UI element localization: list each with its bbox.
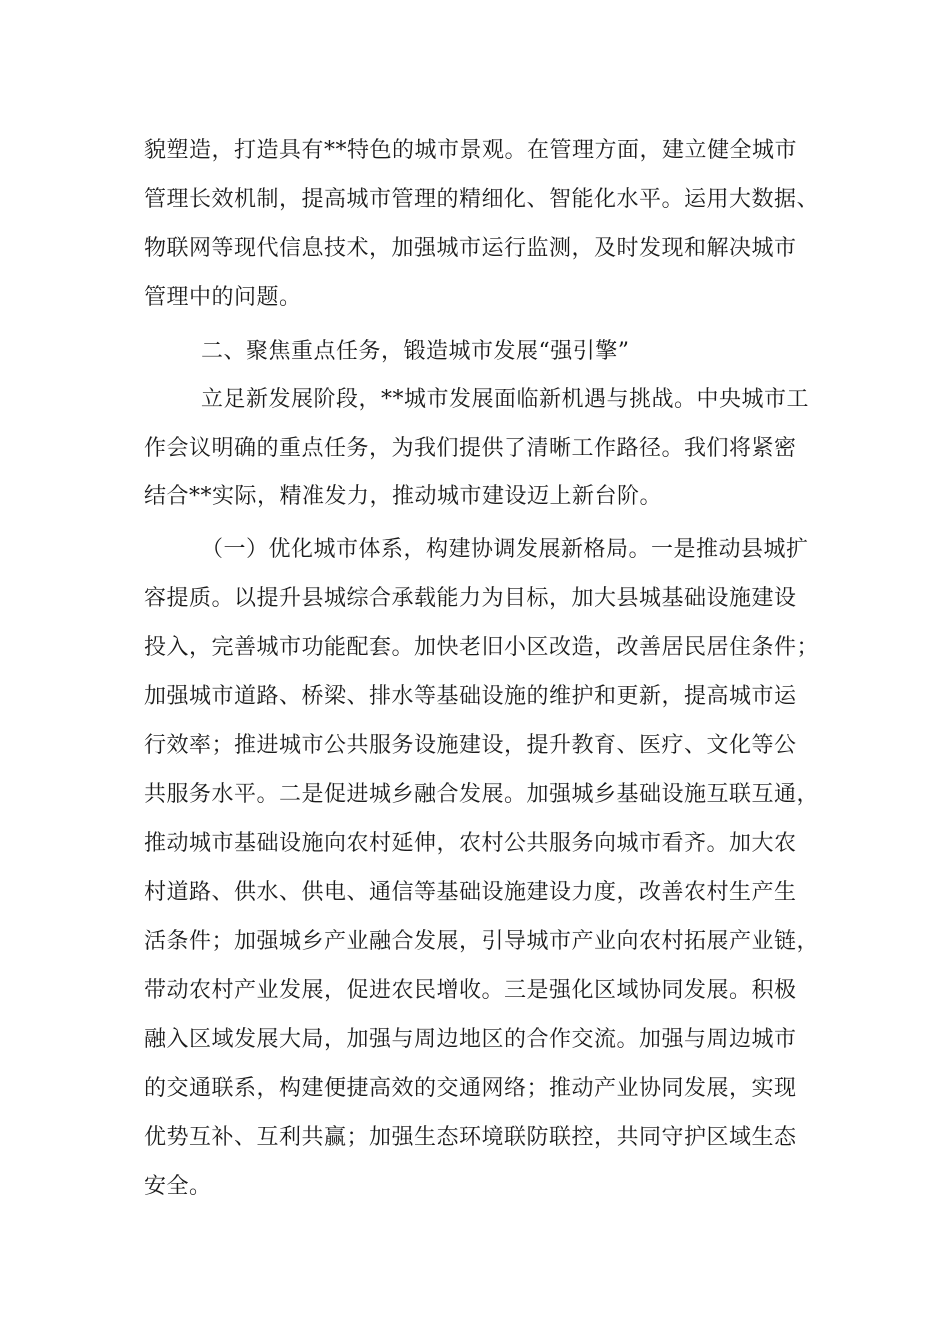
text-line: 结合**实际，精准发力，推动城市建设迈上新台阶。 — [144, 484, 663, 509]
text-line: 带动农村产业发展，促进农民增收。三是强化区域协同发展。积极 — [144, 978, 797, 1003]
text-line: 管理长效机制，提高城市管理的精细化、智能化水平。运用大数据、 — [144, 187, 820, 212]
text-line: 投入，完善城市功能配套。加快老旧小区改造，改善居民居住条件； — [144, 635, 820, 660]
text-line: 管理中的问题。 — [144, 285, 302, 310]
text-line: 貌塑造，打造具有**特色的城市景观。在管理方面，建立健全城市 — [144, 138, 798, 163]
text-line: 行效率；推进城市公共服务设施建设，提升教育、医疗、文化等公 — [144, 733, 797, 758]
text-line: 共服务水平。二是促进城乡融合发展。加强城乡基础设施互联互通， — [144, 782, 820, 807]
text-line: 安全。 — [144, 1174, 212, 1199]
text-line: 活条件；加强城乡产业融合发展，引导城市产业向农村拓展产业链， — [144, 929, 820, 954]
section-heading: 二、聚焦重点任务，锻造城市发展“强引擎” — [201, 339, 630, 364]
text-line: 优势互补、互利共赢；加强生态环境联防联控，共同守护区域生态 — [144, 1125, 797, 1150]
text-line: 容提质。以提升县城综合承载能力为目标，加大县城基础设施建设 — [144, 586, 797, 611]
text-line: 推动城市基础设施向农村延伸，农村公共服务向城市看齐。加大农 — [144, 831, 797, 856]
text-line: 融入区域发展大局，加强与周边地区的合作交流。加强与周边城市 — [144, 1027, 797, 1052]
text-line: 立足新发展阶段，**城市发展面临新机遇与挑战。中央城市工 — [201, 387, 810, 412]
text-line: 加强城市道路、桥梁、排水等基础设施的维护和更新，提高城市运 — [144, 684, 797, 709]
text-line: 作会议明确的重点任务，为我们提供了清晰工作路径。我们将紧密 — [144, 436, 797, 461]
text-line: 村道路、供水、供电、通信等基础设施建设力度，改善农村生产生 — [144, 880, 797, 905]
text-line: 的交通联系，构建便捷高效的交通网络；推动产业协同发展，实现 — [144, 1076, 797, 1101]
subsection-line: （一）优化城市体系，构建协调发展新格局。一是推动县城扩 — [201, 537, 809, 562]
text-line: 物联网等现代信息技术，加强城市运行监测，及时发现和解决城市 — [144, 236, 797, 261]
